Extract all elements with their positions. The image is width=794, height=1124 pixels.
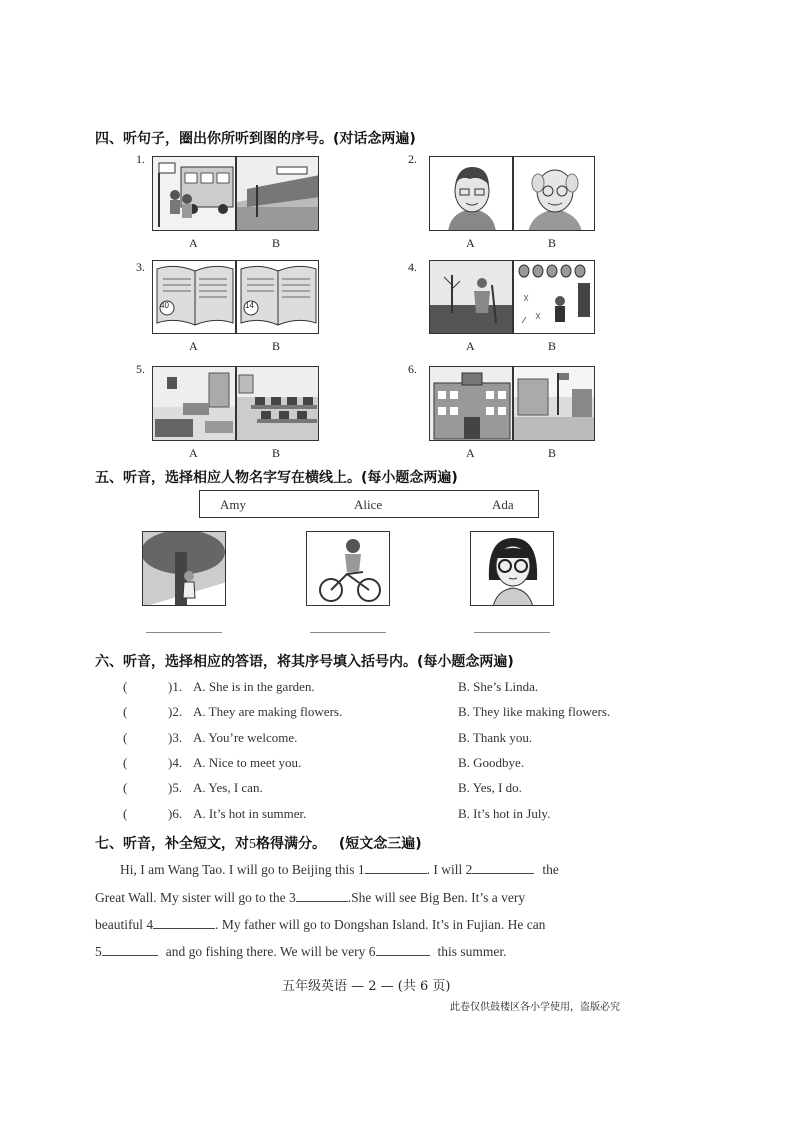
item1-label-b: B: [272, 236, 281, 250]
item6-label-a: A: [466, 446, 475, 460]
blank-6[interactable]: [376, 955, 430, 956]
old-man-image: [514, 157, 595, 231]
section4-title: 四、听句子，圈出你所听到图的序号。(对话念两遍): [95, 131, 416, 147]
playground-image: [514, 367, 595, 441]
item3-picture-a[interactable]: [152, 260, 236, 334]
copyright-note: 此卷仅供鼓楼区各小学使用，盗版必究: [450, 1002, 620, 1013]
passage-line-1: [120, 862, 559, 878]
passage-text: Great Wall. My sister will go to the 3: [95, 890, 296, 905]
girl-behind-tree-image: [143, 532, 226, 606]
question-number: )6.: [168, 806, 183, 821]
question-paren[interactable]: (: [123, 806, 128, 821]
passage-line-3: [95, 917, 545, 933]
section6-title: 六、听音，选择相应的答语，将其序号填入括号内。(每小题念两遍): [95, 654, 514, 670]
train-station-image: [237, 157, 319, 231]
item1-number: 1.: [136, 152, 145, 166]
girl-with-glasses-image: [471, 532, 554, 606]
blank-2[interactable]: [472, 873, 534, 874]
passage-line-4: [95, 944, 507, 960]
spring-festival-image: [514, 261, 595, 334]
option-a: A. Yes, I can.: [193, 780, 263, 795]
passage-text: the: [542, 862, 559, 877]
young-man-image: [430, 157, 513, 231]
item2-picture-a[interactable]: [429, 156, 513, 231]
item1-picture-a[interactable]: [152, 156, 236, 231]
open-book-page-14-image: [237, 261, 319, 334]
person-picture-2: [306, 531, 390, 606]
option-b: B. It’s hot in July.: [458, 806, 551, 821]
computer-room-image: [237, 367, 319, 441]
item3-page-number-a: 40: [160, 301, 169, 310]
passage-text: this summer.: [437, 944, 507, 959]
item6-picture-a[interactable]: [429, 366, 513, 441]
item5-label-b: B: [272, 446, 281, 460]
answer-line-2[interactable]: [310, 632, 386, 633]
item3-picture-b[interactable]: [236, 260, 319, 334]
question-paren[interactable]: (: [123, 780, 128, 795]
person-picture-1: [142, 531, 226, 606]
section7-title-number: 5: [249, 837, 256, 852]
item4-picture-b[interactable]: [513, 260, 595, 334]
item2-label-a: A: [466, 236, 475, 250]
blank-3[interactable]: [296, 901, 348, 902]
item4-label-a: A: [466, 339, 475, 353]
question-number: )3.: [168, 730, 183, 745]
option-a: A. They are making flowers.: [193, 704, 343, 719]
item4-label-b: B: [548, 339, 557, 353]
item4-picture-a[interactable]: [429, 260, 513, 334]
option-b: B. She’s Linda.: [458, 679, 539, 694]
option-b: B. Yes, I do.: [458, 780, 522, 795]
answer-line-1[interactable]: [146, 632, 222, 633]
item2-number: 2.: [408, 152, 417, 166]
blank-5[interactable]: [102, 955, 158, 956]
question-paren[interactable]: (: [123, 704, 128, 719]
question-paren[interactable]: (: [123, 730, 128, 745]
section5-title: 五、听音，选择相应人物名字写在横线上。(每小题念两遍): [95, 470, 458, 486]
blank-1[interactable]: [365, 873, 427, 874]
school-building-image: [430, 367, 513, 441]
section7-title-start: 七、听音，补全短文，对: [95, 836, 249, 852]
option-b: B. Goodbye.: [458, 755, 525, 770]
option-a: A. She is in the garden.: [193, 679, 315, 694]
item2-picture-b[interactable]: [513, 156, 595, 231]
option-b: B. Thank you.: [458, 730, 533, 745]
passage-text: Hi, I am Wang Tao. I will go to Beijing this 1: [120, 862, 365, 877]
question-number: )1.: [168, 679, 183, 694]
question-number: )5.: [168, 780, 183, 795]
question-number: )2.: [168, 704, 183, 719]
answer-line-3[interactable]: [474, 632, 550, 633]
option-a: A. It’s hot in summer.: [193, 806, 307, 821]
question-number: )4.: [168, 755, 183, 770]
person-picture-3: [470, 531, 554, 606]
item3-page-number-b: 14: [245, 301, 254, 310]
passage-text: and go fishing there. We will be very 6: [165, 944, 376, 959]
item3-label-a: A: [189, 339, 198, 353]
name-alice: Alice: [354, 497, 383, 512]
item3-number: 3.: [136, 260, 145, 274]
name-box: [199, 490, 539, 518]
item5-label-a: A: [189, 446, 198, 460]
blank-4[interactable]: [153, 928, 215, 929]
item5-picture-b[interactable]: [236, 366, 319, 441]
item6-number: 6.: [408, 362, 417, 376]
name-ada: Ada: [492, 497, 514, 512]
option-a: A. You’re welcome.: [193, 730, 298, 745]
passage-text: 5: [95, 944, 102, 959]
passage-line-2: [95, 890, 525, 906]
item6-picture-b[interactable]: [513, 366, 595, 441]
passage-text: beautiful 4: [95, 917, 154, 932]
item3-label-b: B: [272, 339, 281, 353]
question-paren[interactable]: (: [123, 755, 128, 770]
item5-number: 5.: [136, 362, 145, 376]
planting-tree-image: [430, 261, 513, 334]
section7-title-note: (短文念三遍): [338, 836, 422, 852]
section7-title-middle: 格得满分。: [256, 836, 326, 852]
living-room-image: [153, 367, 236, 441]
girl-riding-bike-image: [307, 532, 390, 606]
bus-stop-children-image: [153, 157, 236, 231]
passage-text: . I will 2: [426, 862, 473, 877]
option-a: A. Nice to meet you.: [193, 755, 302, 770]
passage-text: . My father will go to Dongshan Island. It’s in Fujian. He can: [215, 917, 546, 932]
open-book-page-40-image: [153, 261, 236, 334]
item2-label-b: B: [548, 236, 557, 250]
item5-picture-a[interactable]: [152, 366, 236, 441]
section7-title: [95, 833, 422, 853]
page-footer: 五年级英语 — 2 — (共 6 页): [282, 979, 451, 994]
item4-number: 4.: [408, 260, 417, 274]
passage-text: .She will see Big Ben. It’s a very: [347, 890, 526, 905]
name-amy: Amy: [220, 497, 246, 512]
option-b: B. They like making flowers.: [458, 704, 611, 719]
item1-picture-b[interactable]: [236, 156, 319, 231]
item1-label-a: A: [189, 236, 198, 250]
question-paren[interactable]: (: [123, 679, 128, 694]
item6-label-b: B: [548, 446, 557, 460]
